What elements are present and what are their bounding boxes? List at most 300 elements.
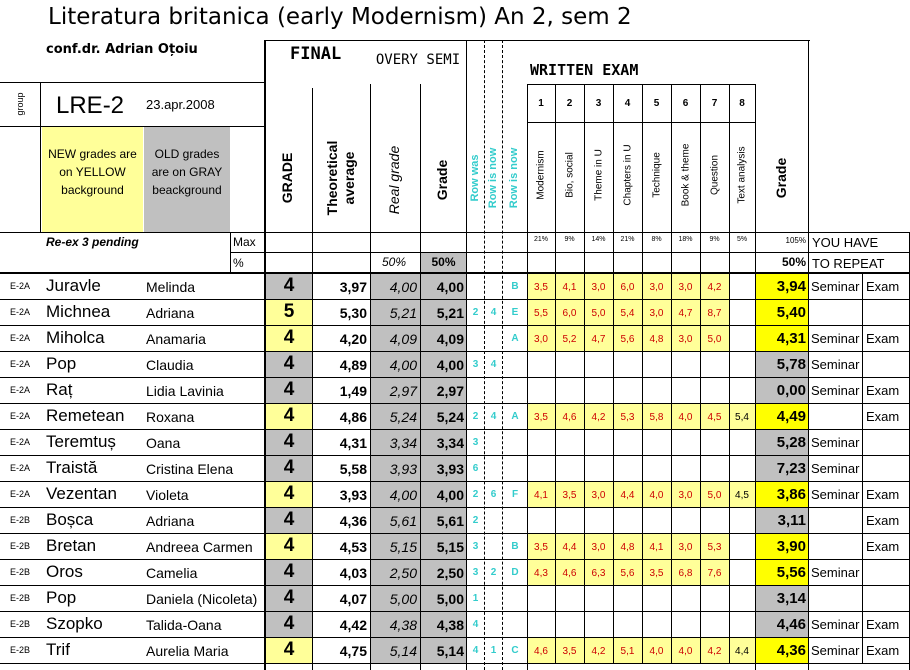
q-cell-line <box>555 456 556 482</box>
q-cell-line <box>700 430 701 456</box>
q-cell-line <box>613 586 614 612</box>
row-group: E-2A <box>10 307 31 317</box>
row-now2: D <box>511 567 519 578</box>
row-now2: A <box>511 411 519 422</box>
q-cell-line <box>613 508 614 534</box>
q-cell-line <box>555 378 556 404</box>
q-col-line <box>700 84 701 272</box>
q-cell-line <box>671 430 672 456</box>
q-cell-line <box>642 430 643 456</box>
repeat-divider <box>862 404 863 430</box>
question-score: 4,6 <box>562 412 577 423</box>
q-cell-line <box>729 586 730 612</box>
real-grade: 5,14 <box>389 643 417 659</box>
real-pct: 50% <box>381 255 407 269</box>
row-group: E-2A <box>10 463 31 473</box>
max-label: Max <box>233 235 256 249</box>
repeat-divider <box>862 352 863 378</box>
question-pct: 8% <box>651 236 662 243</box>
row-group: E-2B <box>10 541 31 551</box>
question-score: 4,2 <box>707 646 722 657</box>
row-now2: E <box>511 307 519 318</box>
recovery-grade: 5,21 <box>436 305 464 321</box>
report-date: 23.apr.2008 <box>146 97 215 112</box>
student-first-name: Adriana <box>146 305 195 321</box>
recovery-grade: 4,00 <box>436 487 464 503</box>
question-score: 4,4 <box>620 490 635 501</box>
q-cell-line <box>584 508 585 534</box>
written-grade: 3,90 <box>776 538 806 555</box>
repeat-seminar: Seminar <box>811 617 860 632</box>
question-score: 3,5 <box>534 412 548 423</box>
q-cell-line <box>700 586 701 612</box>
question-score: 3,5 <box>534 542 548 553</box>
recovery-grade: 5,14 <box>436 643 464 659</box>
question-score: 4,0 <box>678 646 693 657</box>
q-cell-line <box>584 586 585 612</box>
repeat-header-2: TO REPEAT <box>812 256 885 271</box>
question-score: 4,2 <box>591 646 606 657</box>
student-last-name: Vezentan <box>46 484 117 503</box>
written-grade: 5,28 <box>776 434 806 451</box>
question-score: 3,5 <box>534 282 548 293</box>
theoretical-average: 4,89 <box>339 357 367 373</box>
real-grade: 4,00 <box>389 357 417 373</box>
written-grade: 7,23 <box>776 460 806 477</box>
row-was: 2 <box>472 307 479 318</box>
question-number: 1 <box>538 98 544 109</box>
q-cell-line <box>729 456 730 482</box>
written-exam-heading: WRITTEN EXAM <box>530 61 639 79</box>
question-number: 8 <box>739 98 745 109</box>
recovery-grade: 5,15 <box>436 539 464 555</box>
q-cell-line <box>584 352 585 378</box>
q-cell-line <box>700 378 701 404</box>
repeat-divider <box>862 508 863 534</box>
real-grade: 5,15 <box>389 539 417 555</box>
student-first-name: Anamaria <box>146 331 206 347</box>
final-grade: 4 <box>283 483 295 504</box>
question-number: 6 <box>682 98 689 109</box>
theoretical-average: 1,49 <box>339 383 367 399</box>
final-pct: 50% <box>781 255 806 269</box>
recovery-grade: 4,00 <box>436 357 464 373</box>
grade-header: GRADE <box>279 152 295 204</box>
q-cell-line <box>642 612 643 638</box>
theoretical-average: 4,31 <box>339 435 367 451</box>
pct-label: % <box>233 256 244 270</box>
row-now1: 6 <box>490 489 497 500</box>
q-cell-line <box>584 612 585 638</box>
real-grade: 5,00 <box>389 591 417 607</box>
question-score: 4,0 <box>649 490 664 501</box>
student-last-name: Boșca <box>46 510 94 529</box>
q-cell-line <box>700 612 701 638</box>
recovery-grade: 4,09 <box>436 331 464 347</box>
student-last-name: Teremtuș <box>46 432 116 451</box>
question-score: 4,1 <box>562 282 577 293</box>
repeat-exam: Exam <box>866 643 900 658</box>
row-now1: 4 <box>490 411 497 422</box>
student-last-name: Pop <box>46 354 77 373</box>
row-now1: 4 <box>490 307 497 318</box>
repeat-seminar: Seminar <box>811 357 860 372</box>
q-cell-line <box>671 612 672 638</box>
question-number: 2 <box>566 98 573 109</box>
row-group: E-2A <box>10 281 31 291</box>
theoretical-average: 4,86 <box>339 409 367 425</box>
repeat-divider <box>862 326 863 352</box>
q-cell-line <box>671 508 672 534</box>
student-first-name: Oana <box>146 435 181 451</box>
repeat-seminar: Seminar <box>811 643 860 658</box>
row-was: 4 <box>472 645 479 656</box>
theoretical-average: 4,07 <box>339 591 367 607</box>
student-first-name: Violeta <box>146 487 189 503</box>
question-label: Bio, social <box>564 152 575 198</box>
q-cell-line <box>613 352 614 378</box>
q-cell-line <box>729 534 730 560</box>
question-score: 3,0 <box>649 282 664 293</box>
real-grade: 4,00 <box>389 487 417 503</box>
row-was: 2 <box>472 411 479 422</box>
question-score: 5,5 <box>534 308 548 319</box>
student-last-name: Juravle <box>46 276 101 295</box>
theoretical-average: 3,93 <box>339 487 367 503</box>
q-cell-line <box>729 326 730 352</box>
real-grade: 4,38 <box>389 617 417 633</box>
question-score: 5,3 <box>620 412 635 423</box>
repeat-divider <box>862 612 863 638</box>
row-was-header: Row was <box>469 154 481 202</box>
final-heading: FINAL <box>290 44 342 64</box>
question-score: 3,0 <box>534 334 548 345</box>
theoretical-average: 4,36 <box>339 513 367 529</box>
q-cell-line <box>613 456 614 482</box>
student-first-name: Camelia <box>146 565 198 581</box>
student-first-name: Cristina Elena <box>146 461 234 477</box>
q-cell-line <box>527 456 528 482</box>
recovery-grade: 4,00 <box>436 279 464 295</box>
row-group: E-2B <box>10 515 31 525</box>
row-was: 2 <box>472 489 479 500</box>
repeat-divider <box>862 300 863 326</box>
question-score: 6,0 <box>620 282 635 293</box>
written-grade: 0,00 <box>776 382 806 399</box>
q-cell-line <box>613 378 614 404</box>
total-pct: 105% <box>785 236 806 245</box>
repeat-divider <box>862 482 863 508</box>
final-grade: 4 <box>283 327 295 348</box>
theoretical-average: 4,20 <box>339 331 367 347</box>
repeat-seminar: Seminar <box>811 487 860 502</box>
row-now1: 2 <box>490 567 497 578</box>
final-grade: 4 <box>283 431 295 452</box>
question-pct: 9% <box>709 236 720 243</box>
repeat-seminar: Seminar <box>811 565 860 580</box>
student-first-name: Roxana <box>146 409 195 425</box>
recovery-grade: 3,34 <box>436 435 464 451</box>
legend-old-gray <box>144 127 230 232</box>
q-cell-line <box>555 508 556 534</box>
student-last-name: Raț <box>46 380 73 399</box>
question-number: 7 <box>711 98 718 109</box>
real-grade: 5,61 <box>389 513 417 529</box>
final-grade: 4 <box>283 535 295 556</box>
question-score: 4,5 <box>707 412 722 423</box>
row-group: E-2B <box>10 567 31 577</box>
question-score: 5,4 <box>620 308 635 319</box>
theoretical-header: Theoretical average <box>324 140 357 216</box>
theoretical-average: 4,03 <box>339 565 367 581</box>
row-now1: 4 <box>490 359 497 370</box>
student-last-name: Michnea <box>46 302 111 321</box>
written-grade: 5,40 <box>776 304 806 321</box>
question-label: Book & theme <box>680 143 691 207</box>
row-was: 4 <box>472 619 479 630</box>
row-was: 2 <box>472 515 479 526</box>
question-score: 5,6 <box>620 568 635 579</box>
student-first-name: Melinda <box>146 279 196 295</box>
student-first-name: Andreea Carmen <box>146 539 253 555</box>
row-now2: C <box>511 645 519 656</box>
question-score: 4,6 <box>562 568 577 579</box>
q-cell-line <box>613 430 614 456</box>
repeat-seminar: Seminar <box>811 383 860 398</box>
question-score: 4,1 <box>534 490 548 501</box>
real-grade: 3,93 <box>389 461 417 477</box>
written-grade: 3,14 <box>776 590 806 607</box>
real-grade-header: Real grade <box>386 145 402 215</box>
q-cell-line <box>527 352 528 378</box>
reex-note: Re-ex 3 pending <box>46 235 139 249</box>
student-first-name: Daniela (Nicoleta) <box>146 591 258 607</box>
recovery-grade: 5,61 <box>436 513 464 529</box>
final-grade: 4 <box>283 457 295 478</box>
grade2-header: Grade <box>434 159 450 201</box>
theoretical-average: 3,97 <box>339 279 367 295</box>
row-line <box>0 663 910 664</box>
q-cell-line <box>527 586 528 612</box>
repeat-seminar: Seminar <box>811 461 860 476</box>
theoretical-average: 5,58 <box>339 461 367 477</box>
repeat-divider <box>862 638 863 664</box>
recovery-heading: OVERY SEMI <box>375 52 461 68</box>
final-grade: 4 <box>283 353 295 374</box>
legend-new-yellow <box>42 127 143 232</box>
question-score: 3,0 <box>591 490 606 501</box>
question-pct: 9% <box>564 236 575 243</box>
q-cell-line <box>729 560 730 586</box>
real-grade: 2,97 <box>389 383 417 399</box>
repeat-seminar: Seminar <box>811 279 860 294</box>
row-group: E-2A <box>10 359 31 369</box>
q-cell-line <box>555 586 556 612</box>
written-grade: 3,11 <box>777 512 806 529</box>
repeat-exam: Exam <box>866 617 900 632</box>
student-first-name: Aurelia Maria <box>146 643 229 659</box>
repeat-seminar: Seminar <box>811 331 860 346</box>
question-number: 4 <box>624 98 631 109</box>
question-score: 5,1 <box>620 646 635 657</box>
question-score: 6,0 <box>562 308 577 319</box>
q-cell-line <box>671 378 672 404</box>
repeat-divider <box>862 274 863 300</box>
q-cell-line <box>700 352 701 378</box>
legend-old-text: OLD grades are on GRAY beackground <box>151 147 223 197</box>
q-cell-line <box>642 586 643 612</box>
question-score: 4,5 <box>735 490 749 501</box>
q-cell-line <box>729 300 730 326</box>
repeat-header-1: YOU HAVE <box>812 235 879 250</box>
final-grade: 4 <box>283 379 295 400</box>
question-score: 5,0 <box>707 490 722 501</box>
question-score: 4,3 <box>534 568 548 579</box>
student-last-name: Bretan <box>46 536 97 555</box>
real-grade: 4,00 <box>389 279 417 295</box>
written-grade: 5,56 <box>776 564 806 581</box>
question-score: 4,8 <box>649 334 664 345</box>
row-group: E-2A <box>10 411 31 421</box>
question-score: 3,5 <box>649 568 664 579</box>
row-group: E-2B <box>10 645 31 655</box>
row-now2: A <box>511 333 519 344</box>
q-cell-line <box>729 274 730 300</box>
repeat-divider <box>862 534 863 560</box>
student-first-name: Talida-Oana <box>146 617 222 633</box>
repeat-divider <box>862 586 863 612</box>
repeat-divider <box>862 560 863 586</box>
final-grade: 4 <box>283 613 295 634</box>
theoretical-average: 5,30 <box>339 305 367 321</box>
student-last-name: Miholca <box>46 328 105 347</box>
row-group: E-2B <box>10 619 31 629</box>
q-cell-line <box>642 508 643 534</box>
q-cell-line <box>729 612 730 638</box>
question-score: 3,0 <box>678 334 693 345</box>
q-cell-line <box>584 430 585 456</box>
row-now2: B <box>511 281 519 292</box>
q-cell-line <box>729 378 730 404</box>
recovery-grade: 5,00 <box>436 591 464 607</box>
question-label: Question <box>709 154 720 196</box>
q-cell-line <box>584 456 585 482</box>
written-grade: 4,46 <box>776 616 806 633</box>
recovery-grade: 3,93 <box>436 461 464 477</box>
question-score: 5,2 <box>562 334 577 345</box>
question-label: Modernism <box>535 150 547 200</box>
q-col-line <box>671 84 672 272</box>
question-score: 3,0 <box>591 282 606 293</box>
question-score: 5,3 <box>707 542 722 553</box>
repeat-exam: Exam <box>866 331 900 346</box>
q-cell-line <box>527 508 528 534</box>
question-label: Technique <box>651 152 662 198</box>
final-grade: 4 <box>283 405 295 426</box>
question-score: 4,7 <box>678 308 693 319</box>
written-grade: 4,36 <box>776 642 806 659</box>
question-score: 3,0 <box>678 542 693 553</box>
q-cell-line <box>642 456 643 482</box>
student-first-name: Claudia <box>146 357 194 373</box>
recovery-grade: 2,50 <box>436 565 464 581</box>
professor-name: conf.dr. Adrian Oțoiu <box>46 42 198 57</box>
row-now2: B <box>511 541 519 552</box>
grade-pct: 50% <box>431 255 456 269</box>
q-cell-line <box>527 378 528 404</box>
row-was: 3 <box>472 359 479 370</box>
q-cell-line <box>527 612 528 638</box>
question-score: 7,6 <box>707 568 722 579</box>
question-label: Theme in U <box>593 149 604 201</box>
q-cell-line <box>555 612 556 638</box>
row-now1-header: Row is now <box>487 147 499 209</box>
row-was: 6 <box>472 463 479 474</box>
question-score: 5,4 <box>735 412 749 423</box>
student-last-name: Oros <box>46 562 83 581</box>
legend-new-text: NEW grades are on YELLOW background <box>48 147 137 197</box>
repeat-exam: Exam <box>866 487 900 502</box>
row-now2-header: Row is now <box>508 147 520 209</box>
final-grade: 4 <box>283 509 295 530</box>
student-first-name: Lidia Lavinia <box>146 383 224 399</box>
question-pct: 5% <box>736 236 748 243</box>
question-pct: 14% <box>591 236 606 243</box>
final-grade: 5 <box>283 301 295 322</box>
q-cell-line <box>642 378 643 404</box>
final-grade: 4 <box>283 587 295 608</box>
question-score: 4,2 <box>591 412 606 423</box>
repeat-exam: Exam <box>866 539 900 554</box>
written-grade: 4,49 <box>776 408 806 425</box>
real-grade: 5,21 <box>389 305 417 321</box>
written-grade: 3,94 <box>776 278 806 295</box>
q-cell-line <box>642 352 643 378</box>
theoretical-average: 4,53 <box>339 539 367 555</box>
q-cell-line <box>555 352 556 378</box>
real-grade: 4,09 <box>389 331 417 347</box>
question-score: 4,4 <box>735 646 749 657</box>
question-number: 5 <box>653 98 660 109</box>
q-cell-line <box>671 352 672 378</box>
written-grade: 4,31 <box>776 330 806 347</box>
student-last-name: Szopko <box>46 614 103 633</box>
question-score: 4,2 <box>707 282 722 293</box>
q-cell-line <box>729 352 730 378</box>
question-score: 6,8 <box>678 568 693 579</box>
row-group: E-2A <box>10 333 31 343</box>
repeat-exam: Exam <box>866 383 900 398</box>
sheet-title: Literatura britanica (early Modernism) An 2, sem 2 <box>48 4 632 30</box>
q-col-line <box>729 84 730 272</box>
final-grade: 4 <box>283 639 295 660</box>
final-grade: 4 <box>283 275 295 296</box>
q-cell-line <box>671 586 672 612</box>
q-cell-line <box>700 508 701 534</box>
question-score: 8,7 <box>707 308 722 319</box>
written-grade: 5,78 <box>776 356 806 373</box>
question-score: 4,8 <box>620 542 635 553</box>
question-score: 3,0 <box>678 490 693 501</box>
recovery-grade: 4,38 <box>436 617 464 633</box>
q-cell-line <box>555 430 556 456</box>
question-score: 3,0 <box>678 282 693 293</box>
row-was: 1 <box>472 593 479 604</box>
question-score: 4,4 <box>562 542 577 553</box>
written-grade: 3,86 <box>776 486 806 503</box>
row-now2: F <box>511 489 519 500</box>
question-score: 4,0 <box>678 412 693 423</box>
